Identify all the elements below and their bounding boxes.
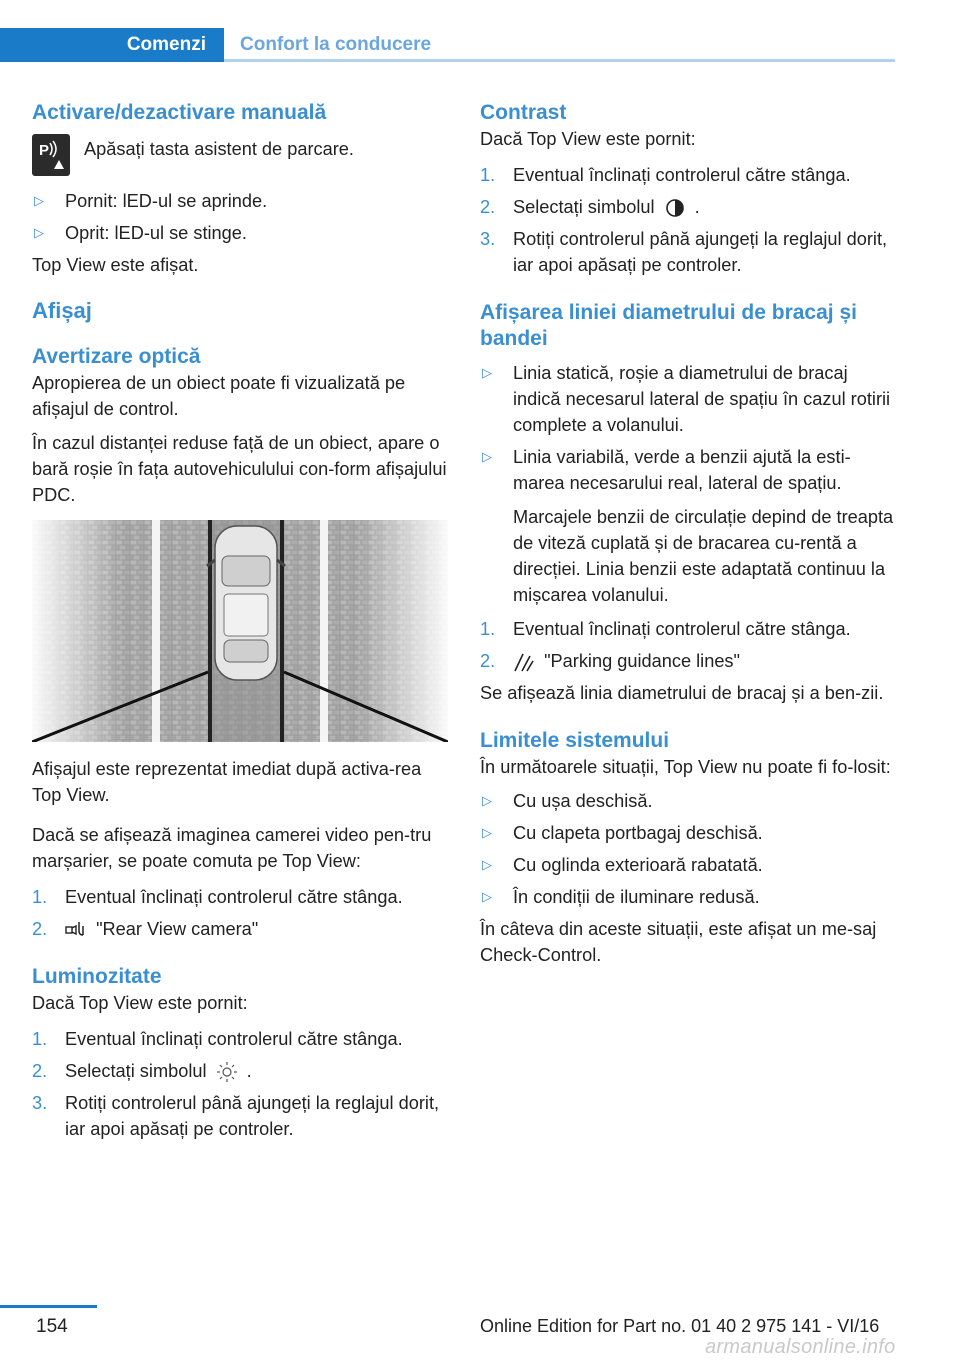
park-assist-instruction: Apăsați tasta asistent de parcare. bbox=[84, 139, 354, 159]
step-number: 2. bbox=[480, 651, 496, 671]
contrast-intro: Dacă Top View este pornit: bbox=[480, 129, 696, 149]
heading-display: Afișaj bbox=[32, 298, 92, 323]
park-assist-button-icon bbox=[32, 134, 70, 176]
after-photo-paragraph-2: Dacă se afișează imaginea camerei video pen-tru marșarier, se poate comuta pe Top View: bbox=[32, 825, 432, 871]
tab-confort[interactable] bbox=[224, 28, 431, 62]
topview-illustration bbox=[32, 520, 448, 742]
list-item bbox=[32, 1090, 448, 1142]
bullet-text: Cu clapeta portbagaj deschisă. bbox=[513, 823, 763, 843]
step-text bbox=[65, 916, 448, 942]
tab-comenzi-label: Comenzi bbox=[126, 34, 206, 55]
step-text: Eventual înclinați controlerul către stânga. bbox=[513, 619, 851, 639]
triangle-right-icon: ▷ bbox=[482, 365, 492, 380]
footer-accent-line bbox=[0, 1305, 97, 1308]
step-text-a: Selectați simbolul bbox=[513, 197, 655, 217]
contrast-half-circle-icon bbox=[664, 197, 686, 219]
step-text: Rotiți controlerul până ajungeți la reglajul dorit, iar apoi apăsați pe controler. bbox=[65, 1093, 440, 1139]
list-item bbox=[480, 194, 896, 220]
list-item bbox=[32, 884, 448, 910]
step-number: 2. bbox=[32, 919, 48, 939]
step-text: Eventual înclinați controlerul către stânga. bbox=[65, 887, 403, 907]
guidance-lines-label: "Parking guidance lines" bbox=[544, 651, 740, 671]
list-item bbox=[480, 226, 896, 278]
list-item bbox=[480, 884, 896, 910]
step-number: 1. bbox=[32, 887, 48, 907]
list-item bbox=[480, 648, 896, 674]
lines-result-paragraph: Se afișează linia diametrului de bracaj și a ben-zii. bbox=[480, 683, 884, 703]
brightness-steps bbox=[32, 1026, 448, 1142]
page-number: 154 bbox=[36, 1316, 68, 1337]
tab-underline bbox=[224, 59, 895, 62]
header-tabbar bbox=[0, 28, 895, 62]
triangle-right-icon: ▷ bbox=[482, 793, 492, 808]
step-number: 2. bbox=[32, 1061, 48, 1081]
brightness-intro: Dacă Top View este pornit: bbox=[32, 993, 248, 1013]
list-item bbox=[480, 788, 896, 814]
lines-extra-paragraph: Marcajele benzii de circulație depind de treapta de viteză cuplată și de bracarea cu-rentă a direcției. Linia benzii este adaptată continuu la mișcarea volanului. bbox=[513, 507, 894, 605]
list-item bbox=[480, 162, 896, 188]
step-text: Eventual înclinați controlerul către stânga. bbox=[513, 165, 851, 185]
contrast-steps bbox=[480, 162, 896, 278]
topview-shown-text: Top View este afișat. bbox=[32, 255, 199, 275]
step-text-b: . bbox=[246, 1061, 252, 1081]
manual-bullets bbox=[32, 188, 448, 246]
triangle-right-icon: ▷ bbox=[482, 449, 492, 464]
park-assist-row bbox=[32, 134, 448, 176]
step-text-a: Selectați simbolul bbox=[65, 1061, 207, 1081]
heading-limits: Limitele sistemului bbox=[480, 729, 670, 752]
step-text: Rotiți controlerul până ajungeți la reglajul dorit, iar apoi apăsați pe controler. bbox=[513, 229, 888, 275]
triangle-right-icon: ▷ bbox=[34, 193, 44, 208]
warning-paragraph-1: Apropierea de un obiect poate fi vizualizată pe afișajul de control. bbox=[32, 373, 406, 419]
bullet-text: Linia variabilă, verde a benzii ajută la esti-marea necesarului real, lateral de spațiu. bbox=[513, 447, 851, 493]
list-item bbox=[480, 360, 896, 438]
heading-contrast: Contrast bbox=[480, 101, 567, 124]
list-item bbox=[480, 444, 896, 496]
limits-intro: În următoarele situații, Top View nu poate fi fo-losit: bbox=[480, 757, 891, 777]
list-item bbox=[32, 1058, 448, 1084]
step-text bbox=[65, 1058, 448, 1084]
step-number: 1. bbox=[480, 619, 496, 639]
list-item bbox=[32, 220, 448, 246]
bullet-text: Cu ușa deschisă. bbox=[513, 791, 653, 811]
tab-comenzi[interactable] bbox=[0, 28, 224, 62]
heading-manual: Activare/dezactivare manuală bbox=[32, 101, 327, 124]
svg-text:P: P bbox=[39, 142, 50, 159]
triangle-right-icon: ▷ bbox=[482, 889, 492, 904]
step-number: 3. bbox=[480, 229, 496, 249]
list-item bbox=[32, 1026, 448, 1052]
lines-steps bbox=[480, 616, 896, 674]
bullet-text: Pornit: lED-ul se aprinde. bbox=[65, 191, 268, 211]
step-text bbox=[513, 194, 896, 220]
step-number: 3. bbox=[32, 1093, 48, 1113]
watermark: armanualsonline.info bbox=[705, 1336, 896, 1358]
list-item bbox=[480, 852, 896, 878]
edition-text: Online Edition for Part no. 01 40 2 975 141 - VI/16 bbox=[480, 1316, 880, 1336]
brightness-sun-icon bbox=[216, 1061, 238, 1083]
lines-bullets bbox=[480, 360, 896, 608]
heading-brightness: Luminozitate bbox=[32, 965, 162, 988]
limits-bullets bbox=[480, 788, 896, 910]
list-item bbox=[480, 616, 896, 642]
bullet-text: Cu oglinda exterioară rabatată. bbox=[513, 855, 763, 875]
warning-paragraph-2: În cazul distanței reduse față de un obiect, apare o bară roșie în fața autovehiculului con-form afișajului PDC. bbox=[32, 433, 447, 505]
limits-end-paragraph: În câteva din aceste situații, este afișat un me-saj Check-Control. bbox=[480, 919, 877, 965]
heading-warning: Avertizare optică bbox=[32, 345, 201, 368]
step-number: 2. bbox=[480, 197, 496, 217]
triangle-right-icon: ▷ bbox=[482, 857, 492, 872]
list-item bbox=[32, 916, 448, 942]
step-text-b: . bbox=[694, 197, 700, 217]
list-item bbox=[32, 188, 448, 214]
after-photo-paragraph-1: Afișajul este reprezentat imediat după activa-rea Top View. bbox=[32, 759, 422, 805]
step-number: 1. bbox=[480, 165, 496, 185]
parking-guidance-lines-icon bbox=[513, 652, 535, 672]
right-column bbox=[480, 100, 896, 968]
rear-view-camera-label: "Rear View camera" bbox=[96, 919, 259, 939]
bullet-text: Linia statică, roșie a diametrului de bracaj indică necesarul lateral de spațiu în cazul rotirii complete a volanului. bbox=[513, 363, 891, 435]
triangle-right-icon: ▷ bbox=[34, 225, 44, 240]
left-column bbox=[32, 100, 448, 1142]
heading-guidance-lines: Afișarea liniei diametrului de bracaj și bandei bbox=[480, 301, 857, 350]
bullet-text: Oprit: lED-ul se stinge. bbox=[65, 223, 247, 243]
triangle-right-icon: ▷ bbox=[482, 825, 492, 840]
rear-view-camera-icon bbox=[65, 920, 87, 940]
tab-confort-label: Confort la conducere bbox=[240, 34, 432, 55]
step-number: 1. bbox=[32, 1029, 48, 1049]
step-text: Eventual înclinați controlerul către stânga. bbox=[65, 1029, 403, 1049]
step-text bbox=[513, 648, 896, 674]
list-item bbox=[480, 820, 896, 846]
camera-steps bbox=[32, 884, 448, 942]
bullet-text: În condiții de iluminare redusă. bbox=[513, 887, 760, 907]
